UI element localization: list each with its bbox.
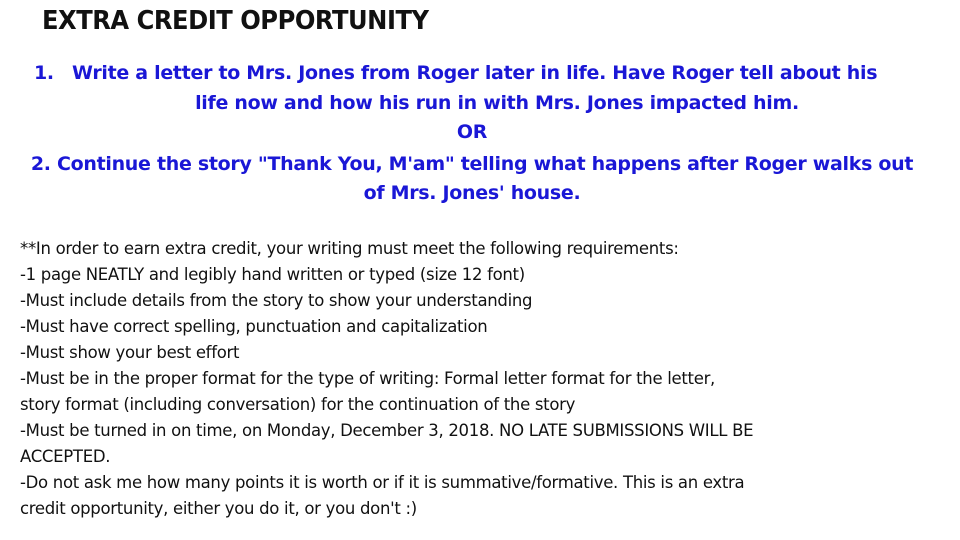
option-2-line-2: of Mrs. Jones' house. xyxy=(363,182,581,204)
requirement-line: credit opportunity, either you do it, or you don't :) xyxy=(20,499,417,518)
requirement-line: -Must be in the proper format for the type of writing: Formal letter format for the letter, xyxy=(20,369,716,388)
requirement-line: -Do not ask me how many points it is worth or if it is summative/formative. This is an extra xyxy=(20,473,745,492)
requirement-line: story format (including conversation) for the continuation of the story xyxy=(20,395,576,414)
slide-title: EXTRA CREDIT OPPORTUNITY xyxy=(42,6,429,36)
requirement-line: -Must include details from the story to show your understanding xyxy=(20,291,533,310)
requirement-line: ACCEPTED. xyxy=(20,447,111,466)
option-1-line-2: life now and how his run in with Mrs. Jones impacted him. xyxy=(195,92,799,114)
requirement-line: -Must have correct spelling, punctuation and capitalization xyxy=(20,317,488,336)
option-1-line-1: Write a letter to Mrs. Jones from Roger later in life. Have Roger tell about his xyxy=(72,62,878,84)
requirement-line: -Must show your best effort xyxy=(20,343,240,362)
requirements-list xyxy=(20,236,940,522)
option-2-line-1: 2. Continue the story "Thank You, M'am" telling what happens after Roger walks out xyxy=(30,153,914,175)
option-2 xyxy=(0,150,944,208)
requirement-line: -1 page NEATLY and legibly hand written or typed (size 12 font) xyxy=(20,265,525,284)
or-separator: OR xyxy=(456,121,488,143)
option-1-number: 1. xyxy=(34,62,54,84)
requirement-line: -Must be turned in on time, on Monday, December 3, 2018. NO LATE SUBMISSIONS WILL BE xyxy=(20,421,754,440)
requirement-line: **In order to earn extra credit, your writing must meet the following requirements: xyxy=(20,239,679,258)
